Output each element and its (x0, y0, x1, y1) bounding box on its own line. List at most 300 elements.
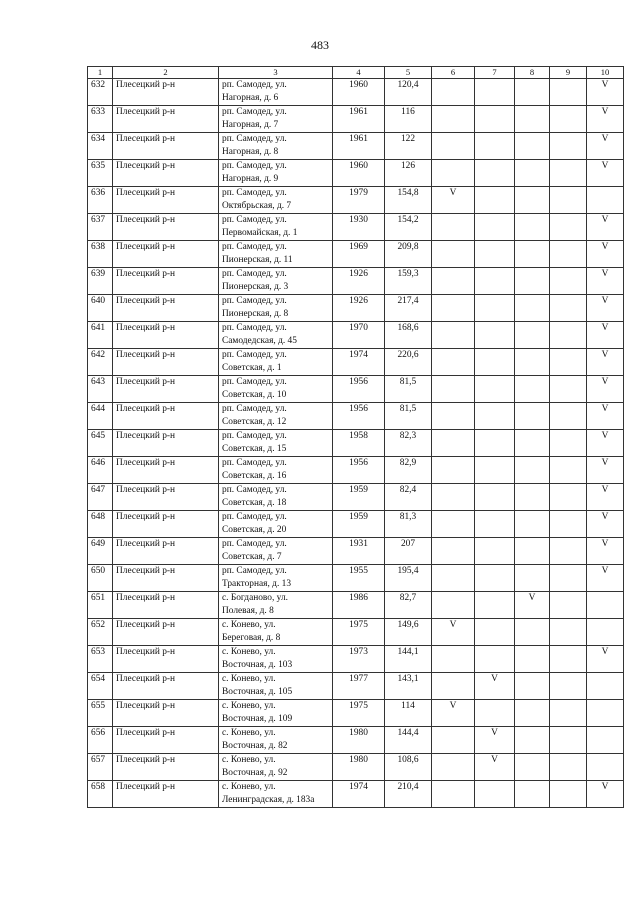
address-cell (219, 322, 333, 349)
mark-cell-8 (515, 349, 550, 376)
mark-cell-7 (475, 511, 515, 538)
district-cell: Плесецкий р-н (113, 646, 219, 673)
table-row (88, 754, 624, 781)
district-cell: Плесецкий р-н (113, 457, 219, 484)
area-cell: 144,1 (385, 646, 432, 673)
row-number: 646 (88, 457, 113, 484)
address-line-2: Пионерская, д. 11 (222, 255, 293, 265)
table-row (88, 700, 624, 727)
table-row (88, 538, 624, 565)
mark-cell-10 (587, 673, 624, 700)
row-number: 652 (88, 619, 113, 646)
row-number: 634 (88, 133, 113, 160)
mark-cell-8 (515, 673, 550, 700)
mark-cell-6 (432, 79, 475, 106)
mark-cell-7: V (475, 673, 515, 700)
mark-cell-6 (432, 781, 475, 808)
address-line-1: рп. Самодед, ул. (222, 431, 287, 441)
table-row (88, 79, 624, 106)
mark-cell-7 (475, 133, 515, 160)
district-cell: Плесецкий р-н (113, 214, 219, 241)
row-number: 654 (88, 673, 113, 700)
area-cell: 114 (385, 700, 432, 727)
mark-cell-6 (432, 754, 475, 781)
address-line-2: Восточная, д. 82 (222, 741, 288, 751)
mark-cell-8 (515, 781, 550, 808)
area-cell: 82,3 (385, 430, 432, 457)
mark-cell-9 (550, 349, 587, 376)
column-header: 9 (550, 67, 587, 79)
mark-cell-9 (550, 781, 587, 808)
area-cell: 149,6 (385, 619, 432, 646)
year-cell: 1960 (333, 160, 385, 187)
address-line-2: Восточная, д. 105 (222, 687, 293, 697)
address-line-2: Октябрьская, д. 7 (222, 201, 292, 211)
address-line-1: рп. Самодед, ул. (222, 566, 287, 576)
district-cell: Плесецкий р-н (113, 511, 219, 538)
area-cell: 108,6 (385, 754, 432, 781)
mark-cell-10 (587, 592, 624, 619)
row-number: 657 (88, 754, 113, 781)
column-header: 8 (515, 67, 550, 79)
table-row (88, 511, 624, 538)
mark-cell-10: V (587, 781, 624, 808)
address-cell (219, 133, 333, 160)
table-row (88, 322, 624, 349)
year-cell: 1960 (333, 79, 385, 106)
address-line-1: рп. Самодед, ул. (222, 269, 287, 279)
row-number: 633 (88, 106, 113, 133)
table-row (88, 619, 624, 646)
year-cell: 1931 (333, 538, 385, 565)
mark-cell-9 (550, 79, 587, 106)
district-cell: Плесецкий р-н (113, 241, 219, 268)
year-cell: 1969 (333, 241, 385, 268)
district-cell: Плесецкий р-н (113, 484, 219, 511)
address-cell (219, 565, 333, 592)
year-cell: 1926 (333, 295, 385, 322)
mark-cell-8 (515, 376, 550, 403)
mark-cell-6 (432, 268, 475, 295)
address-cell (219, 754, 333, 781)
table-row (88, 187, 624, 214)
address-cell (219, 538, 333, 565)
mark-cell-8 (515, 214, 550, 241)
district-cell: Плесецкий р-н (113, 781, 219, 808)
mark-cell-9 (550, 619, 587, 646)
address-line-1: с. Конево, ул. (222, 674, 276, 684)
mark-cell-8 (515, 160, 550, 187)
mark-cell-9 (550, 592, 587, 619)
address-line-1: рп. Самодед, ул. (222, 296, 287, 306)
address-line-1: рп. Самодед, ул. (222, 404, 287, 414)
district-cell: Плесецкий р-н (113, 376, 219, 403)
address-line-2: Пионерская, д. 3 (222, 282, 289, 292)
address-line-1: рп. Самодед, ул. (222, 458, 287, 468)
year-cell: 1975 (333, 700, 385, 727)
mark-cell-6 (432, 565, 475, 592)
year-cell: 1961 (333, 133, 385, 160)
row-number: 632 (88, 79, 113, 106)
area-cell: 209,8 (385, 241, 432, 268)
district-cell: Плесецкий р-н (113, 79, 219, 106)
mark-cell-6 (432, 592, 475, 619)
mark-cell-10: V (587, 457, 624, 484)
table-row (88, 484, 624, 511)
address-line-1: с. Конево, ул. (222, 782, 276, 792)
area-cell: 207 (385, 538, 432, 565)
address-cell (219, 160, 333, 187)
mark-cell-7 (475, 295, 515, 322)
mark-cell-7 (475, 241, 515, 268)
mark-cell-6 (432, 511, 475, 538)
address-cell (219, 700, 333, 727)
row-number: 639 (88, 268, 113, 295)
column-header: 10 (587, 67, 624, 79)
area-cell: 126 (385, 160, 432, 187)
mark-cell-6 (432, 160, 475, 187)
district-cell: Плесецкий р-н (113, 133, 219, 160)
area-cell: 82,4 (385, 484, 432, 511)
mark-cell-7 (475, 322, 515, 349)
mark-cell-9 (550, 538, 587, 565)
area-cell: 82,9 (385, 457, 432, 484)
address-line-1: с. Конево, ул. (222, 728, 276, 738)
mark-cell-10: V (587, 322, 624, 349)
mark-cell-8 (515, 700, 550, 727)
mark-cell-7 (475, 592, 515, 619)
address-line-1: с. Конево, ул. (222, 647, 276, 657)
address-line-1: рп. Самодед, ул. (222, 161, 287, 171)
district-cell: Плесецкий р-н (113, 538, 219, 565)
mark-cell-8 (515, 106, 550, 133)
column-header: 5 (385, 67, 432, 79)
address-line-2: Советская, д. 10 (222, 390, 287, 400)
mark-cell-9 (550, 457, 587, 484)
district-cell: Плесецкий р-н (113, 619, 219, 646)
address-cell (219, 619, 333, 646)
year-cell: 1956 (333, 457, 385, 484)
address-line-1: рп. Самодед, ул. (222, 80, 287, 90)
mark-cell-8 (515, 484, 550, 511)
year-cell: 1975 (333, 619, 385, 646)
mark-cell-10: V (587, 133, 624, 160)
mark-cell-8 (515, 646, 550, 673)
district-cell: Плесецкий р-н (113, 754, 219, 781)
row-number: 641 (88, 322, 113, 349)
mark-cell-9 (550, 430, 587, 457)
row-number: 636 (88, 187, 113, 214)
column-header: 1 (88, 67, 113, 79)
address-cell (219, 376, 333, 403)
year-cell: 1977 (333, 673, 385, 700)
year-cell: 1956 (333, 403, 385, 430)
mark-cell-7 (475, 700, 515, 727)
year-cell: 1930 (333, 214, 385, 241)
address-line-2: Восточная, д. 92 (222, 768, 288, 778)
mark-cell-6 (432, 403, 475, 430)
mark-cell-9 (550, 376, 587, 403)
year-cell: 1980 (333, 727, 385, 754)
mark-cell-9 (550, 646, 587, 673)
mark-cell-6 (432, 727, 475, 754)
mark-cell-8 (515, 268, 550, 295)
mark-cell-10: V (587, 538, 624, 565)
year-cell: 1974 (333, 781, 385, 808)
district-cell: Плесецкий р-н (113, 565, 219, 592)
mark-cell-6 (432, 376, 475, 403)
district-cell: Плесецкий р-н (113, 268, 219, 295)
mark-cell-10: V (587, 268, 624, 295)
area-cell: 220,6 (385, 349, 432, 376)
table-row (88, 727, 624, 754)
address-line-1: рп. Самодед, ул. (222, 215, 287, 225)
address-cell (219, 430, 333, 457)
column-header: 6 (432, 67, 475, 79)
mark-cell-7 (475, 187, 515, 214)
address-line-2: Нагорная, д. 9 (222, 174, 279, 184)
area-cell: 154,2 (385, 214, 432, 241)
mark-cell-7 (475, 79, 515, 106)
row-number: 645 (88, 430, 113, 457)
mark-cell-10 (587, 727, 624, 754)
column-number-row (88, 67, 624, 79)
mark-cell-8 (515, 511, 550, 538)
district-cell: Плесецкий р-н (113, 322, 219, 349)
mark-cell-10: V (587, 403, 624, 430)
address-line-1: рп. Самодед, ул. (222, 242, 287, 252)
mark-cell-8 (515, 538, 550, 565)
mark-cell-9 (550, 214, 587, 241)
address-line-1: с. Конево, ул. (222, 755, 276, 765)
mark-cell-6 (432, 430, 475, 457)
table-row (88, 241, 624, 268)
address-line-1: рп. Самодед, ул. (222, 107, 287, 117)
mark-cell-8 (515, 430, 550, 457)
area-cell: 217,4 (385, 295, 432, 322)
address-cell (219, 187, 333, 214)
address-line-2: Полевая, д. 8 (222, 606, 274, 616)
mark-cell-7 (475, 565, 515, 592)
mark-cell-10: V (587, 295, 624, 322)
address-line-2: Ленинградская, д. 183а (222, 795, 315, 805)
mark-cell-6 (432, 295, 475, 322)
mark-cell-9 (550, 133, 587, 160)
mark-cell-6 (432, 673, 475, 700)
address-line-2: Советская, д. 12 (222, 417, 287, 427)
column-header: 4 (333, 67, 385, 79)
table-row (88, 457, 624, 484)
mark-cell-9 (550, 754, 587, 781)
mark-cell-8 (515, 295, 550, 322)
address-cell (219, 349, 333, 376)
area-cell: 122 (385, 133, 432, 160)
mark-cell-7 (475, 376, 515, 403)
row-number: 656 (88, 727, 113, 754)
year-cell: 1980 (333, 754, 385, 781)
table-row (88, 160, 624, 187)
mark-cell-7 (475, 538, 515, 565)
mark-cell-6: V (432, 700, 475, 727)
mark-cell-7: V (475, 754, 515, 781)
year-cell: 1959 (333, 511, 385, 538)
table-row (88, 214, 624, 241)
mark-cell-8 (515, 727, 550, 754)
row-number: 637 (88, 214, 113, 241)
mark-cell-9 (550, 322, 587, 349)
address-line-2: Восточная, д. 103 (222, 660, 293, 670)
address-line-1: с. Богданово, ул. (222, 593, 288, 603)
year-cell: 1959 (333, 484, 385, 511)
mark-cell-10: V (587, 214, 624, 241)
page-number: 483 (311, 38, 329, 52)
district-cell: Плесецкий р-н (113, 430, 219, 457)
address-line-2: Нагорная, д. 7 (222, 120, 279, 130)
address-line-1: с. Конево, ул. (222, 701, 276, 711)
address-cell (219, 484, 333, 511)
mark-cell-8 (515, 241, 550, 268)
table-row (88, 403, 624, 430)
mark-cell-9 (550, 565, 587, 592)
address-line-1: рп. Самодед, ул. (222, 323, 287, 333)
area-cell: 81,5 (385, 403, 432, 430)
district-cell: Плесецкий р-н (113, 700, 219, 727)
address-line-2: Самодедская, д. 45 (222, 336, 297, 346)
area-cell: 144,4 (385, 727, 432, 754)
address-line-1: рп. Самодед, ул. (222, 539, 287, 549)
district-cell: Плесецкий р-н (113, 727, 219, 754)
mark-cell-8 (515, 565, 550, 592)
row-number: 642 (88, 349, 113, 376)
address-line-1: рп. Самодед, ул. (222, 350, 287, 360)
column-header: 3 (219, 67, 333, 79)
address-cell (219, 511, 333, 538)
row-number: 651 (88, 592, 113, 619)
year-cell: 1970 (333, 322, 385, 349)
table-row (88, 349, 624, 376)
mark-cell-8 (515, 619, 550, 646)
table-row (88, 133, 624, 160)
year-cell: 1974 (333, 349, 385, 376)
table-row (88, 295, 624, 322)
address-cell (219, 592, 333, 619)
address-cell (219, 781, 333, 808)
area-cell: 143,1 (385, 673, 432, 700)
district-cell: Плесецкий р-н (113, 592, 219, 619)
address-cell (219, 646, 333, 673)
area-cell: 159,3 (385, 268, 432, 295)
area-cell: 120,4 (385, 79, 432, 106)
mark-cell-6 (432, 241, 475, 268)
mark-cell-7 (475, 484, 515, 511)
mark-cell-10 (587, 619, 624, 646)
area-cell: 116 (385, 106, 432, 133)
mark-cell-10: V (587, 484, 624, 511)
address-cell (219, 403, 333, 430)
mark-cell-6 (432, 214, 475, 241)
year-cell: 1958 (333, 430, 385, 457)
address-line-2: Нагорная, д. 8 (222, 147, 279, 157)
district-cell: Плесецкий р-н (113, 349, 219, 376)
address-cell (219, 241, 333, 268)
mark-cell-10 (587, 187, 624, 214)
area-cell: 81,5 (385, 376, 432, 403)
mark-cell-8: V (515, 592, 550, 619)
mark-cell-9 (550, 727, 587, 754)
mark-cell-9 (550, 106, 587, 133)
address-line-2: Пионерская, д. 8 (222, 309, 289, 319)
year-cell: 1986 (333, 592, 385, 619)
row-number: 648 (88, 511, 113, 538)
mark-cell-6 (432, 106, 475, 133)
mark-cell-10: V (587, 349, 624, 376)
mark-cell-7 (475, 619, 515, 646)
row-number: 643 (88, 376, 113, 403)
column-header: 2 (113, 67, 219, 79)
address-line-2: Восточная, д. 109 (222, 714, 293, 724)
mark-cell-9 (550, 268, 587, 295)
address-cell (219, 457, 333, 484)
mark-cell-7 (475, 430, 515, 457)
mark-cell-9 (550, 187, 587, 214)
district-cell: Плесецкий р-н (113, 106, 219, 133)
address-line-1: рп. Самодед, ул. (222, 377, 287, 387)
mark-cell-10: V (587, 79, 624, 106)
mark-cell-10 (587, 700, 624, 727)
mark-cell-9 (550, 673, 587, 700)
year-cell: 1961 (333, 106, 385, 133)
row-number: 653 (88, 646, 113, 673)
district-cell: Плесецкий р-н (113, 160, 219, 187)
year-cell: 1956 (333, 376, 385, 403)
address-line-2: Советская, д. 1 (222, 363, 282, 373)
mark-cell-9 (550, 241, 587, 268)
mark-cell-9 (550, 700, 587, 727)
table-body (88, 79, 624, 808)
mark-cell-10 (587, 754, 624, 781)
district-cell: Плесецкий р-н (113, 673, 219, 700)
address-cell (219, 268, 333, 295)
table-row (88, 592, 624, 619)
row-number: 658 (88, 781, 113, 808)
year-cell: 1926 (333, 268, 385, 295)
mark-cell-10: V (587, 511, 624, 538)
mark-cell-7 (475, 106, 515, 133)
address-line-1: рп. Самодед, ул. (222, 512, 287, 522)
mark-cell-9 (550, 403, 587, 430)
address-cell (219, 106, 333, 133)
mark-cell-10: V (587, 241, 624, 268)
district-cell: Плесецкий р-н (113, 403, 219, 430)
mark-cell-8 (515, 754, 550, 781)
area-cell: 81,3 (385, 511, 432, 538)
row-number: 644 (88, 403, 113, 430)
area-cell: 195,4 (385, 565, 432, 592)
mark-cell-10: V (587, 430, 624, 457)
mark-cell-8 (515, 403, 550, 430)
address-line-2: Советская, д. 16 (222, 471, 287, 481)
mark-cell-6 (432, 646, 475, 673)
mark-cell-8 (515, 187, 550, 214)
address-line-2: Советская, д. 18 (222, 498, 287, 508)
row-number: 650 (88, 565, 113, 592)
mark-cell-6 (432, 322, 475, 349)
mark-cell-9 (550, 484, 587, 511)
mark-cell-7 (475, 457, 515, 484)
address-line-1: с. Конево, ул. (222, 620, 276, 630)
row-number: 649 (88, 538, 113, 565)
mark-cell-8 (515, 322, 550, 349)
